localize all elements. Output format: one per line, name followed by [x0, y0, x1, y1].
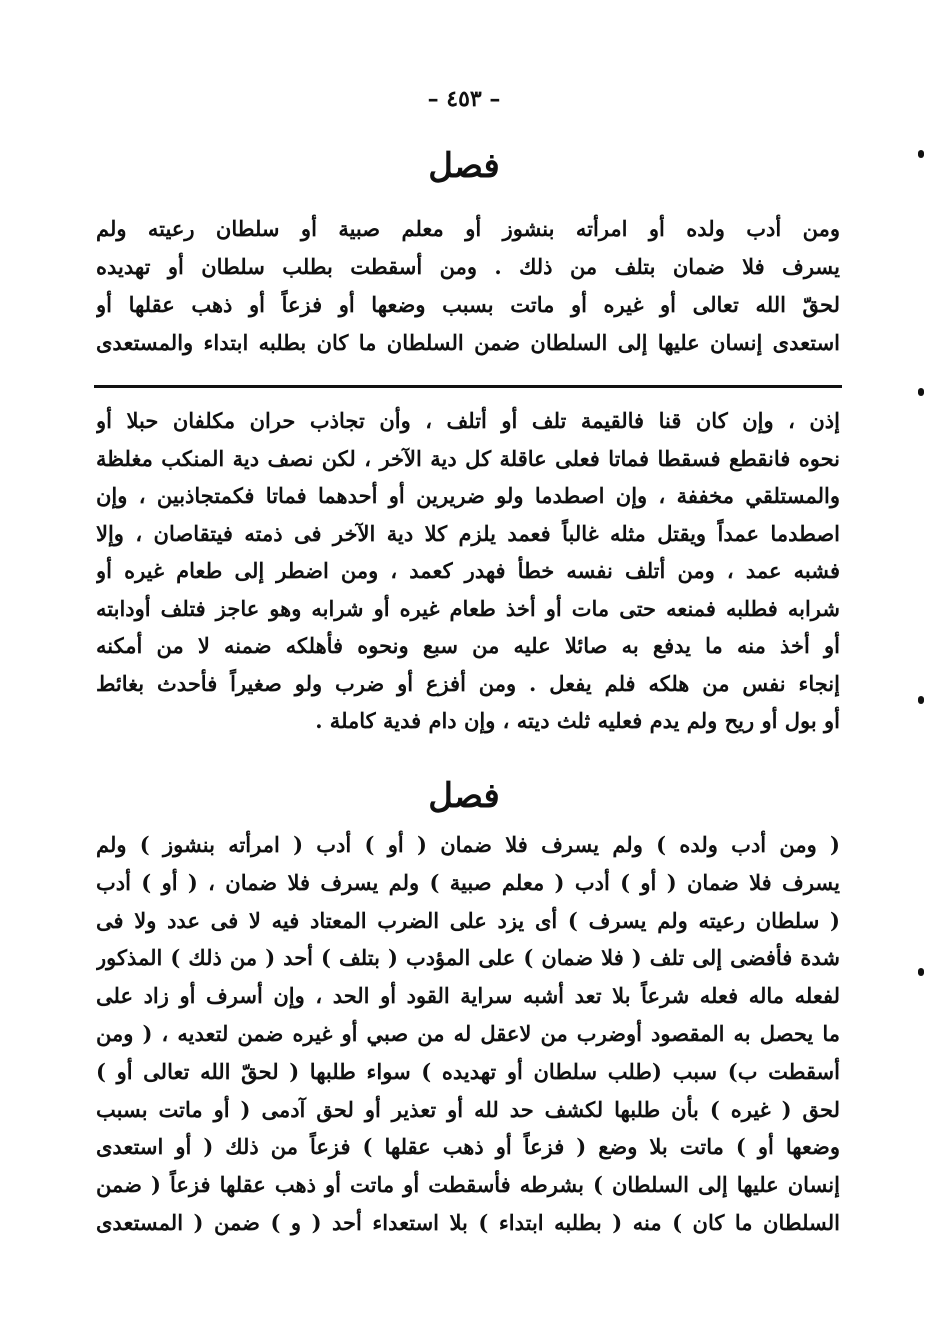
- text-line: اصطدما عمداً ويقتل مثله غالباً فعمد يلزم كلا دية الآخر فى ذمته فيتقاصان ، وإلا: [96, 520, 840, 546]
- main-text-continuation: [96, 402, 840, 740]
- text-line: إذن ، وإن كان قنا فالقيمة تلف أو أتلف ، وأن تجاذب حران مكلفان حبلا أو: [96, 408, 840, 433]
- text-line: أسقطت ب) سبب (طلب سلطان أو تهديده ) سواء طلبها ( لحقّ الله تعالى أو ): [96, 1058, 840, 1084]
- text-line: السلطان ما كان ) منه ( بطلبه ابتداء ) بلا استعداء أحد ( و ) ضمن ( المستعدى: [96, 1209, 840, 1235]
- margin-dot: [918, 696, 924, 704]
- section-heading-2: فصل: [428, 776, 500, 816]
- text-line: لحق ( غيره ) بأن طلبها لكشف حد لله أو تعذير أو لحق آدمى ( أو ماتت بسبب: [96, 1096, 840, 1122]
- text-line: والمستلقي مخففة ، وإن اصطدما ولو ضريرين أو أحدهما فماتا فكمتجاذبين ، وإن: [96, 483, 840, 508]
- text-line: لفعله ماله فعله شرعاً بلا تعد أشبه سراية القود أو الحد ، وإن أسرف أو زاد على: [96, 983, 840, 1009]
- text-line: إنسان عليها إلى السلطان ) بشرطه فأسقطت أو ماتت أو ذهب عقلها فزعاً ( ضمن: [96, 1172, 840, 1198]
- text-line: إنجاء نفس من هلكه فلم يفعل . ومن أفزع أو ضرب ولو صغيراً فأحدث بغائط: [96, 670, 840, 696]
- margin-dot: [918, 388, 924, 396]
- text-line: فشبه عمد ، ومن أتلف نفسه خطأ فهدر كعمد ، ومن اضطر إلى طعام غيره أو: [96, 558, 840, 583]
- section-divider: [94, 385, 842, 388]
- margin-dot: [918, 968, 924, 976]
- commentary-paragraph: [96, 826, 840, 1242]
- text-line: يسرف فلا ضمان ( أو ) أدب ( معلم صبية ) ولم يسرف فلا ضمان ، ( أو ) أدب: [96, 869, 840, 895]
- text-line: شرابه فطلبه فمنعه حتى مات أو أخذ طعام غيره أو شرابه وهو عاجز فتلف أودابته: [96, 595, 840, 621]
- main-text-paragraph: [96, 210, 840, 362]
- text-line: يسرف فلا ضمان بتلف من ذلك . ومن أسقطت بطلب سلطان أو تهديده: [96, 254, 840, 279]
- text-line: استعدى إنسان عليها إلى السلطان ضمن السلطان ما كان بطلبه ابتداء والمستعدى: [96, 330, 840, 355]
- text-line: ( سلطان رعيته ولم يسرف ) أى يزد على الضرب المعتاد فيه لا فى عدد ولا فى: [96, 907, 840, 933]
- section-heading-1: فصل: [428, 146, 500, 186]
- text-line: ما يحصل به المقصود أوضرب من لاعقل له من صبي أو غيره ضمن لتعديه ، ( ومن: [96, 1020, 840, 1046]
- text-line: لحقّ الله تعالى أو غيره أو ماتت بسبب وضعها أو فزعاً أو ذهب عقلها أو: [96, 292, 840, 317]
- page-number: – ٤٥٣ –: [427, 86, 501, 112]
- text-line: شدة فأفضى إلى تلف ( فلا ضمان ) على المؤدب ( بتلف ) أحد ( من ذلك ) المذكور: [96, 945, 840, 971]
- text-line: ( ومن أدب ولده ) ولم يسرف فلا ضمان ( أو ) أدب ( امرأته بنشوز ) ولم: [96, 832, 840, 857]
- margin-dot: [918, 150, 924, 158]
- text-line: وضعها أو ) ماتت بلا وضع ( فزعاً أو ذهب عقلها ) فزعاً من ذلك ( أو استعدى: [96, 1134, 840, 1160]
- text-line: نحوه فانقطع فسقطا فماتا فعلى عاقلة كل دية الآخر ، لكن نصف دية المنكب مغلظة: [96, 445, 840, 471]
- text-line: أو بول أو ريح ولم يدم فعليه ثلث ديته ، وإن دام فدية كاملة .: [315, 708, 840, 733]
- text-line: أو أخذ منه ما يدفع به صائلا عليه من سبع ونحوه فأهلكه ضمنه لا من أمكنه: [96, 633, 840, 658]
- text-line: ومن أدب ولده أو امرأته بنشوز أو معلم صبية أو سلطان رعيته ولم: [96, 216, 840, 241]
